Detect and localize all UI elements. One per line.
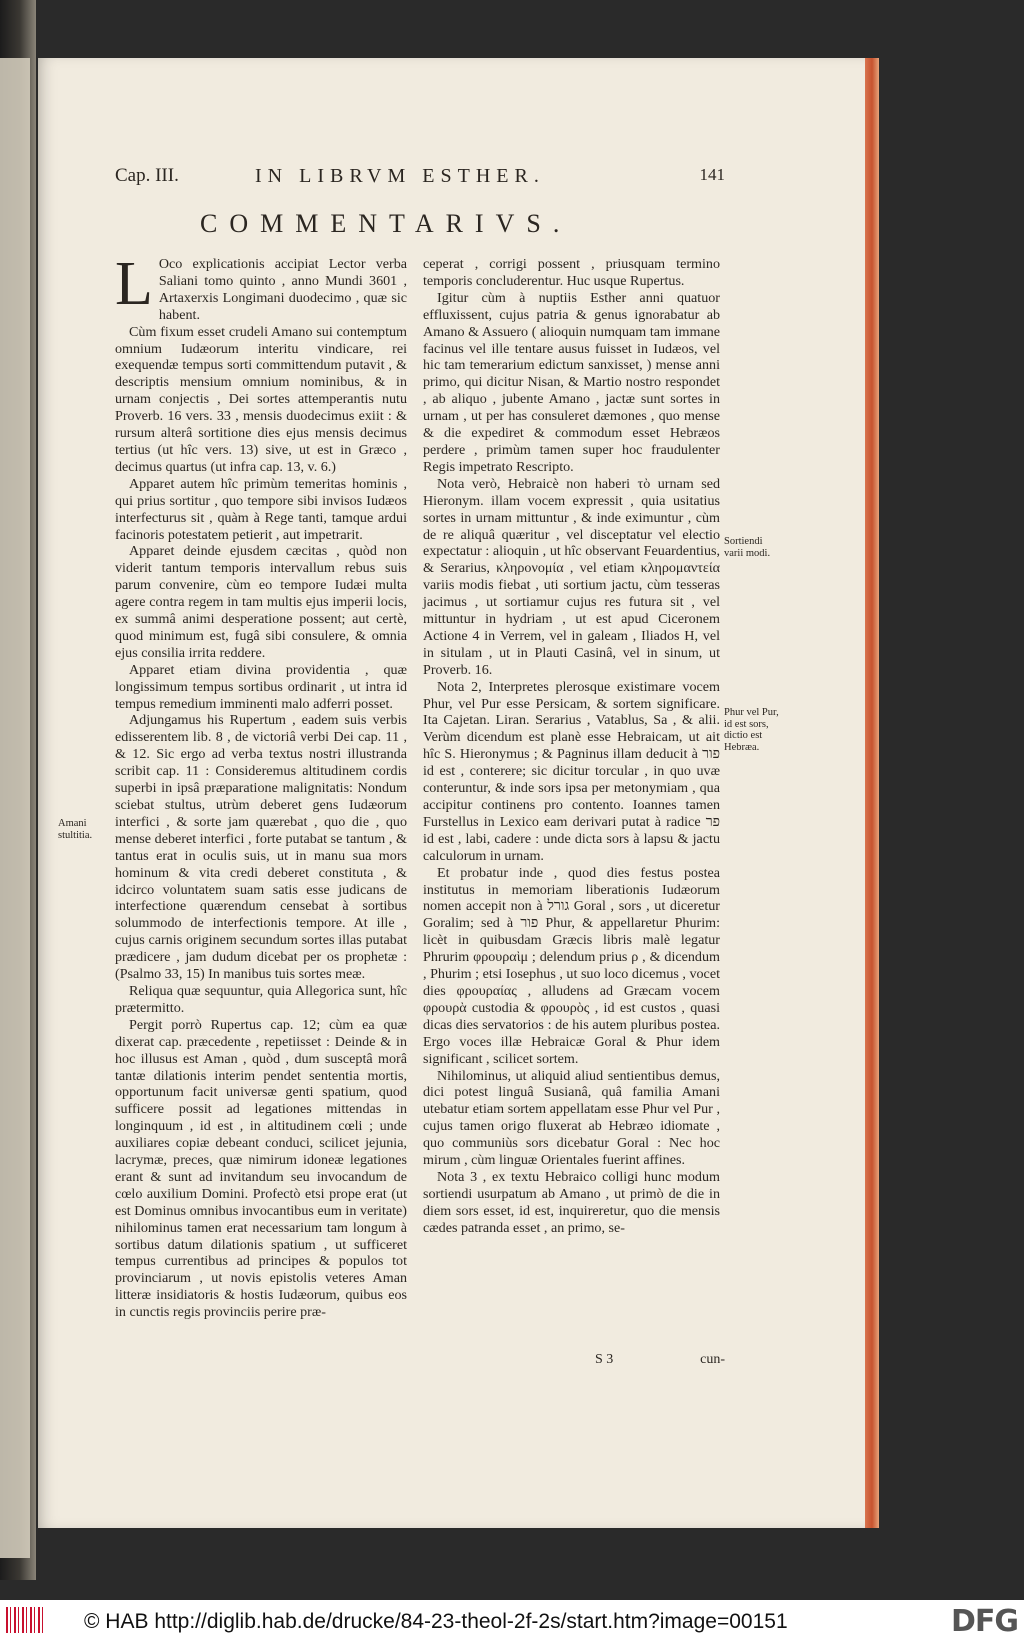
page-red-edge xyxy=(865,58,879,1528)
margin-note-right-2: Phur vel Pur, id est sors, dictio est Hebræa. xyxy=(724,707,779,753)
paragraph: Nota verò, Hebraicè non haberi τὸ urnam sed Hieronym. illam vocem expressit , quia usitatius sortes in urnam mittuntur , & inde eximuntur , cùm de re aliquâ quæritur , vel disceptatur vel electio expectatur : alioquin , ut hîc observant Feuardentius, & Serarius, κληρονομία , vel etiam κληρομαντεία variis modis fiebat , uti sortium jactu, cùm tesseras jacimus , ut sortiamur cujus res futura sit , vel mittuntur in hydriam , ut est apud Ciceronem Actione 4 in Verrem, vel in galeam , Iliados H, vel in situlam , ut in Plauti Casinâ, vel in sinum, ut Proverb. 16. xyxy=(423,475,720,678)
paragraph: Apparet deinde ejusdem cæcitas , quòd non viderit tantum temporis intervallum rebus suis parum convenire, cùm eo tempore Iudæi multa agere contra regem in tam multis ejus imperii locis, ex summâ animi desperatione possent; aut certè, quod minimum est, fugâ sibi consulere, & omnia ejus consilia irrita reddere. xyxy=(115,543,407,661)
chapter-label: Cap. III. xyxy=(115,165,179,186)
paragraph: Nota 3 , ex textu Hebraico colligi hunc modum sortiendi usurpatum ab Amano , ut primò de die in diem sors esset, id est, inquireretur, quo die mensis cædes patranda esset , an primo, se- xyxy=(423,1168,720,1236)
barcode-icon xyxy=(6,1607,46,1633)
left-column xyxy=(115,250,407,1321)
footer-bar xyxy=(0,1600,1024,1640)
paragraph: Nihilominus, ut aliquid aliud sentientibus demus, dici potest linguâ Susianâ, quâ familia Amani utebatur etiam sortem appellatam esse Phur vel Pur , cujus tamen origo fluxerat ab Hebræo idiomate , quo communiùs sors dicebatur Goral : Nec hoc mirum , cùm linguæ Orientales fuerint affines. xyxy=(423,1067,720,1169)
right-column xyxy=(423,256,720,1237)
paragraph: ceperat , corrigi possent , priusquam termino temporis concluderentur. Huc usque Rupertus. xyxy=(423,256,720,289)
page-number: 141 xyxy=(699,165,725,184)
running-head xyxy=(115,165,725,191)
book-title: IN LIBRVM ESTHER. xyxy=(255,165,545,187)
paragraph: Nota 2, Interpretes plerosque existimare vocem Phur, vel Pur esse Persicam, & sortem significare. Ita Cajetan. Liran. Serarius , Vatablus, Sa , & alii. Verùm dicendum est planè esse Hebraicam, ut ait hîc S. Hieronymus ; & Pagninus illam deducit à פור id est , conterere; sic dicitur torcular , in quo uvæ conteruntur, & inde sors ipsa per metonymiam , qua accipitur continens pro contento. Ioannes tamen Furstellus in Lexico eam derivari putat à radice פר id est , labi, cadere : unde dicta sors à lapsu & jactu calculorum in urnam. xyxy=(423,678,720,864)
paragraph: Cùm fixum esset crudeli Amano sui contemptum omnium Iudæorum interitu vindicare, rei exequendæ tempus sorti committendum putavit , & descriptis mensium omnium nominibus, & in urnam conjectis , Dei sortes attemperantis nutu Proverb. 16 vers. 33 , mensis duodecimus exiit : & rursum alterâ sortitione dies ejus mensis decimus tertius (ut hîc vers. 13) sive, ut est in Græco , decimus quartus (ut infra cap. 13, v. 6.) xyxy=(115,323,407,475)
section-title: COMMENTARIVS. xyxy=(200,209,572,238)
dfg-logo: DFG xyxy=(950,1604,1018,1639)
paragraph: Apparet etiam divina providentia , quæ longissimum tempus sortibus ordinarit , ut intra id tempus remedium imminenti malo adferri posset. xyxy=(115,661,407,712)
drop-cap: L xyxy=(115,250,153,318)
catchword: cun- xyxy=(700,1352,725,1367)
paragraph: Pergit porrò Rupertus cap. 12; cùm ea quæ dixerat cap. præcedente , repetiisset : Deinde & in hoc illusus est Aman , quòd , dum susceptâ morâ tantæ dilationis interim pendet sententia mortis, opportunum facit universæ genti spatium, quod sufficere possit ad legationes mittendas in longinquum , id est , in altitudinem cœli ; unde auxiliares copiæ debeant conduci, scilicet jejunia, lacrymæ, preces, quæ nimirum idoneæ legationes erant & sunt ad invitandum seu invocandum de cœlo auxilium Domini. Profectò etsi prope erat (ut est Dominus omnibus invocantibus eum in veritate) nihilominus tamen erat necessarium tam longum à sortibus datum dilationis spatium , ut sufficeret tempus currentibus ad principes & populos tot provinciarum , ut novis epistolis veteres Aman litteræ insidiatoris & hostis Iudæorum, quibus eos in cunctis regis provinciis perire præ- xyxy=(115,1016,407,1321)
paragraph: Apparet autem hîc primùm temeritas hominis , qui prius sortitur , quo tempore sibi invisos Iudæos interfecturus sit , quàm à Rege tanti, tamque ardui facinoris potestatem petierit , aut impetrarit. xyxy=(115,475,407,543)
margin-note-right-1: Sortiendi varii modi. xyxy=(724,536,771,559)
signature-line xyxy=(595,1352,725,1370)
paragraph: Adjungamus his Rupertum , eadem suis verbis edisserentem lib. 8 , de victoriâ verbi Dei cap. 11 , & 12. Sic ergo ad verba textus nostri illustranda scribit cap. 11 : Consideremus altitudinem cordis superbi in ipsâ præparatione malignitatis: Nondum sciebat stultus, utrùm deberet gens Iudæorum interfici , & sorte jam quærebat , quo die , quo mense deberet interfici , forte putabat se tantum , & tantus erat in oculis suis, ut in manu sua mors hominum & vita credi deberet constituta , & idcirco voluntatem suam satis esse judicans de interfectione quærendum censebat à sortibus solummodo de interfectionis tempore. At ille , cujus carnis originem secundum sortes illas putabat prædicere , jam dudum dicebat per os prophetæ : (Psalmo 33, 15) In manibus tuis sortes meæ. xyxy=(115,712,407,983)
adjacent-page-strip xyxy=(0,58,30,1558)
signature-mark: S 3 xyxy=(595,1352,614,1367)
paragraph: Et probatur inde , quod dies festus postea institutus in memoriam liberationis Iudæorum nomen accepit non à גורל Goral , sors , ut diceretur Goralim; sed à פור Phur, & appellaretur Phurim: licèt in quibusdam Græcis libris malè legatur Phrurim φρουραὶμ ; delendum prius ρ , & dicendum , Phurim ; etsi Iosephus , ut suo loco dicemus , vocet dies φρουραίας , alludens ad Græcam vocem φρουρὰ custodia & φρουρὸς , id est custos , quasi dicas dies servatorios : de his autem pluribus postea. Ergo voces illæ Hebraicæ Goral & Phur idem significant , scilicet sortem. xyxy=(423,864,721,1067)
footer-link[interactable]: © HAB http://diglib.hab.de/drucke/84-23-theol-2f-2s/start.htm?image=00151 xyxy=(84,1610,788,1633)
margin-note-left: Amani stultitia. xyxy=(58,818,93,841)
paragraph: Igitur cùm à nuptiis Esther anni quatuor effluxissent, cujus patria & genus ignorabatur ab Amano & Assuero ( alioquin numquam tam immane facinus vel ille tentare ausus fuisset in Iudæos, vel hic tam temerarium edictum sanxisset, ) mense anni primo, qui dicitur Nisan, & Martio nostro respondet , ab aliquo , jubente Amano , jactæ sunt sortes in urnam , ut per has consuleret dæmones , quo mense & die expediret & commodum esset Hebræos perdere , primùm tamen super hoc fraudulenter Regis impetrato Rescripto. xyxy=(423,289,720,475)
paragraph: Reliqua quæ sequuntur, quia Allegorica sunt, hîc prætermitto. xyxy=(115,982,407,1016)
paragraph: Oco explicationis accipiat Lector verba Saliani tomo quinto , anno Mundi 3601 , Artaxerxis Longimani duodecimo , quæ sic habent. xyxy=(158,256,407,323)
